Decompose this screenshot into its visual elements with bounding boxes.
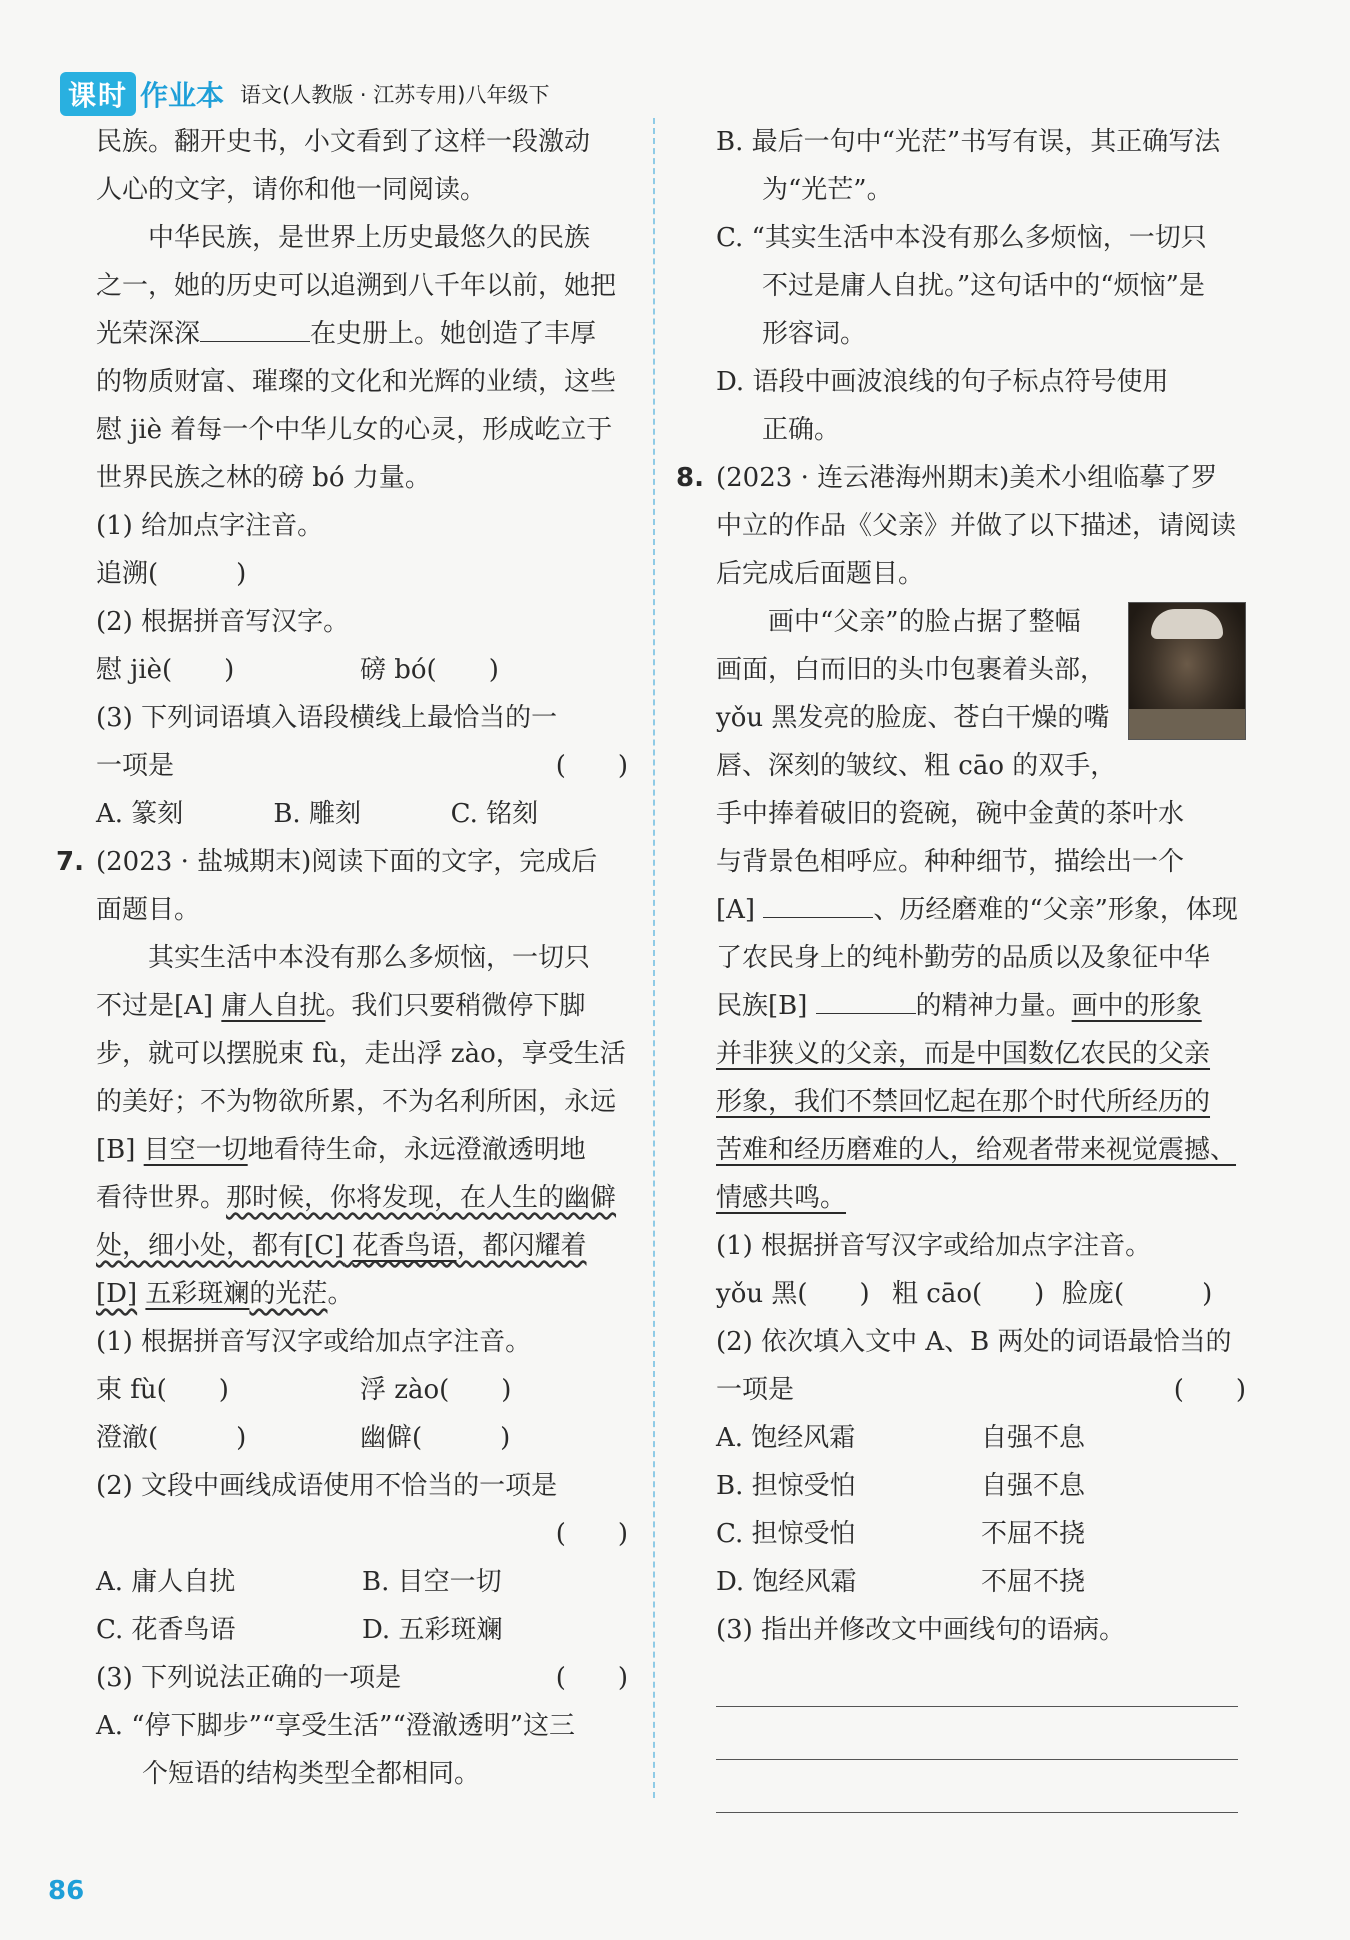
question-number: 8. [676, 463, 704, 493]
answer-row: yǒu 黑( ) 粗 cāo( ) 脸庞( ) [716, 1279, 1213, 1309]
underlined-idiom: 目空一切 [143, 1135, 248, 1165]
answer-line[interactable] [716, 1707, 1238, 1760]
options-row[interactable]: C. 担惊受怕 不屈不挠 [716, 1519, 1086, 1549]
question-item: (1) 根据拼音写汉字或给加点字注音。 [716, 1231, 1152, 1261]
text-line: 画中“父亲”的脸占据了整幅 [768, 607, 1081, 637]
subject-title: 语文(人教版 · 江苏专用)八年级下 [240, 83, 550, 107]
text-line: 不过是[A] 庸人自扰。我们只要稍微停下脚 [96, 991, 586, 1021]
text-line: 光荣深深 在史册上。她创造了丰厚 [96, 310, 628, 358]
answer-row: 澄澈( ) 幽僻( ) [96, 1423, 511, 1453]
underlined-sentence: 并非狭义的父亲，而是中国数亿农民的父亲 [716, 1039, 1211, 1069]
options-row[interactable]: B. 担惊受怕 自强不息 [716, 1471, 1086, 1501]
answer-field[interactable]: 追溯( ) [96, 559, 247, 589]
underlined-sentence: 苦难和经历磨难的人，给观者带来视觉震撼、 [716, 1135, 1237, 1165]
answer-row: 束 fù( ) 浮 zào( ) [96, 1375, 512, 1405]
text-line: 看待世界。那时候，你将发现，在人生的幽僻 [96, 1183, 617, 1213]
wavy-sentence: 那时候，你将发现，在人生的幽僻 [226, 1183, 617, 1213]
question-item: 一项是 ( ) [96, 742, 628, 790]
logo: 课时 [60, 72, 136, 116]
underlined-idiom: 庸人自扰 [221, 991, 326, 1021]
question-8-title: 8. (2023 · 连云港海州期末)美术小组临摹了罗 [716, 454, 1246, 502]
header [60, 72, 549, 116]
text-line: 人心的文字，请你和他一同阅读。 [96, 175, 487, 205]
option-b[interactable]: B. 最后一句中“光茫”书写有误，其正确写法 [716, 127, 1221, 157]
answer-line[interactable] [716, 1760, 1238, 1813]
option-a-cont: 个短语的结构类型全都相同。 [142, 1759, 481, 1789]
options-row: C. 花香鸟语 D. 五彩斑斓 [96, 1615, 503, 1645]
left-column [56, 118, 628, 1798]
father-painting-image [1128, 602, 1246, 740]
options-row: A. 庸人自扰 B. 目空一切 [96, 1567, 502, 1597]
text-line: 不过是庸人自扰。”这句话中的“烦恼”是 [762, 271, 1205, 301]
fill-blank-b[interactable] [816, 987, 916, 1014]
question-number: 7. [56, 847, 84, 877]
option-c[interactable]: C. 铭刻 [450, 799, 539, 829]
question-item: (2) 根据拼音写汉字。 [96, 607, 350, 637]
page-number: 86 [48, 1876, 85, 1906]
text-line: 之一，她的历史可以追溯到八千年以前，她把 [96, 271, 617, 301]
text-line: 与背景色相呼应。种种细节，描绘出一个 [716, 847, 1185, 877]
question-item: 一项是 ( ) [716, 1375, 1246, 1405]
options-row [96, 790, 628, 838]
options-row[interactable]: D. 饱经风霜 不屈不挠 [716, 1567, 1086, 1597]
text-line: 其实生活中本没有那么多烦恼，一切只 [148, 943, 591, 973]
text-line: [D] 五彩斑斓的光茫。 [96, 1279, 354, 1309]
option-a[interactable]: A. “停下脚步”“享受生活”“澄澈透明”这三 [96, 1711, 576, 1741]
answer-row: 慰 jiè( ) 磅 bó( ) [96, 655, 499, 685]
text-line: 民族。翻开史书，小文看到了这样一段激动 [96, 127, 591, 157]
options-row[interactable]: A. 饱经风霜 自强不息 [716, 1423, 1086, 1453]
text-line: 民族[B] 的精神力量。画中的形象 [716, 982, 1246, 1030]
question-7-title: 7. (2023 · 盐城期末)阅读下面的文字，完成后 [96, 838, 628, 886]
text-line: 处，细小处，都有[C] 花香鸟语，都闪耀着 [96, 1231, 587, 1261]
text-line: 步，就可以摆脱束 fù，走出浮 zào，享受生活 [96, 1039, 626, 1069]
question-item: (2) 依次填入文中 A、B 两处的词语最恰当的 [716, 1327, 1232, 1357]
text-line: 世界民族之林的磅 bó 力量。 [96, 463, 431, 493]
text-line: 手中捧着破旧的瓷碗，碗中金黄的茶叶水 [716, 799, 1185, 829]
text-line: 唇、深刻的皱纹、粗 cāo 的双手， [716, 751, 1117, 781]
question-item: (3) 下列词语填入语段横线上最恰当的一 [96, 703, 558, 733]
column-divider [653, 118, 655, 1798]
text-line: 形容词。 [762, 319, 867, 349]
question-item: (1) 根据拼音写汉字或给加点字注音。 [96, 1327, 532, 1357]
answer-line[interactable] [716, 1654, 1238, 1707]
answer-bracket[interactable]: ( ) [555, 751, 628, 781]
question-item: (3) 指出并修改文中画线句的语病。 [716, 1615, 1126, 1645]
text-line: 慰 jiè 着每一个中华儿女的心灵，形成屹立于 [96, 415, 613, 445]
text-line: 了农民身上的纯朴勤劳的品质以及象征中华 [716, 943, 1211, 973]
right-column [676, 118, 1246, 1813]
underlined-sentence: 情感共鸣。 [716, 1183, 847, 1213]
text-line: 面题目。 [96, 895, 201, 925]
text-line: 正确。 [762, 415, 841, 445]
text-line: 后完成后面题目。 [716, 559, 925, 589]
text-line: 的物质财富、璀璨的文化和光辉的业绩，这些 [96, 367, 617, 397]
question-item: (1) 给加点字注音。 [96, 511, 324, 541]
text-line: 中华民族，是世界上历史最悠久的民族 [148, 223, 591, 253]
fill-blank[interactable] [200, 315, 310, 342]
text-line: 的美好；不为物欲所累，不为名利所困，永远 [96, 1087, 617, 1117]
underlined-idiom: 五彩斑斓 [145, 1279, 250, 1309]
logo-text: 作业本 [140, 79, 225, 112]
underlined-idiom: 花香鸟语 [352, 1231, 457, 1261]
text-line: 为“光芒”。 [762, 175, 893, 205]
answer-bracket-row: ( ) [555, 1519, 628, 1549]
text-line: 画面，白而旧的头巾包裹着头部， [716, 655, 1107, 685]
option-c[interactable]: C. “其实生活中本没有那么多烦恼，一切只 [716, 223, 1207, 253]
underlined-sentence: 形象，我们不禁回忆起在那个时代所经历的 [716, 1087, 1211, 1117]
fill-blank-a[interactable] [763, 891, 873, 918]
option-d[interactable]: D. 语段中画波浪线的句子标点符号使用 [716, 367, 1169, 397]
option-a[interactable]: A. 篆刻 [96, 799, 184, 829]
question-item: (3) 下列说法正确的一项是 ( ) [96, 1663, 628, 1693]
text-line: [B] 目空一切地看待生命，永远澄澈透明地 [96, 1135, 586, 1165]
option-b[interactable]: B. 雕刻 [273, 799, 361, 829]
question-item: (2) 文段中画线成语使用不恰当的一项是 [96, 1471, 558, 1501]
text-line: [A] 、历经磨难的“父亲”形象，体现 [716, 886, 1246, 934]
text-line: yǒu 黑发亮的脸庞、苍白干燥的嘴 [716, 703, 1110, 733]
text-line: 中立的作品《父亲》并做了以下描述，请阅读 [716, 511, 1237, 541]
